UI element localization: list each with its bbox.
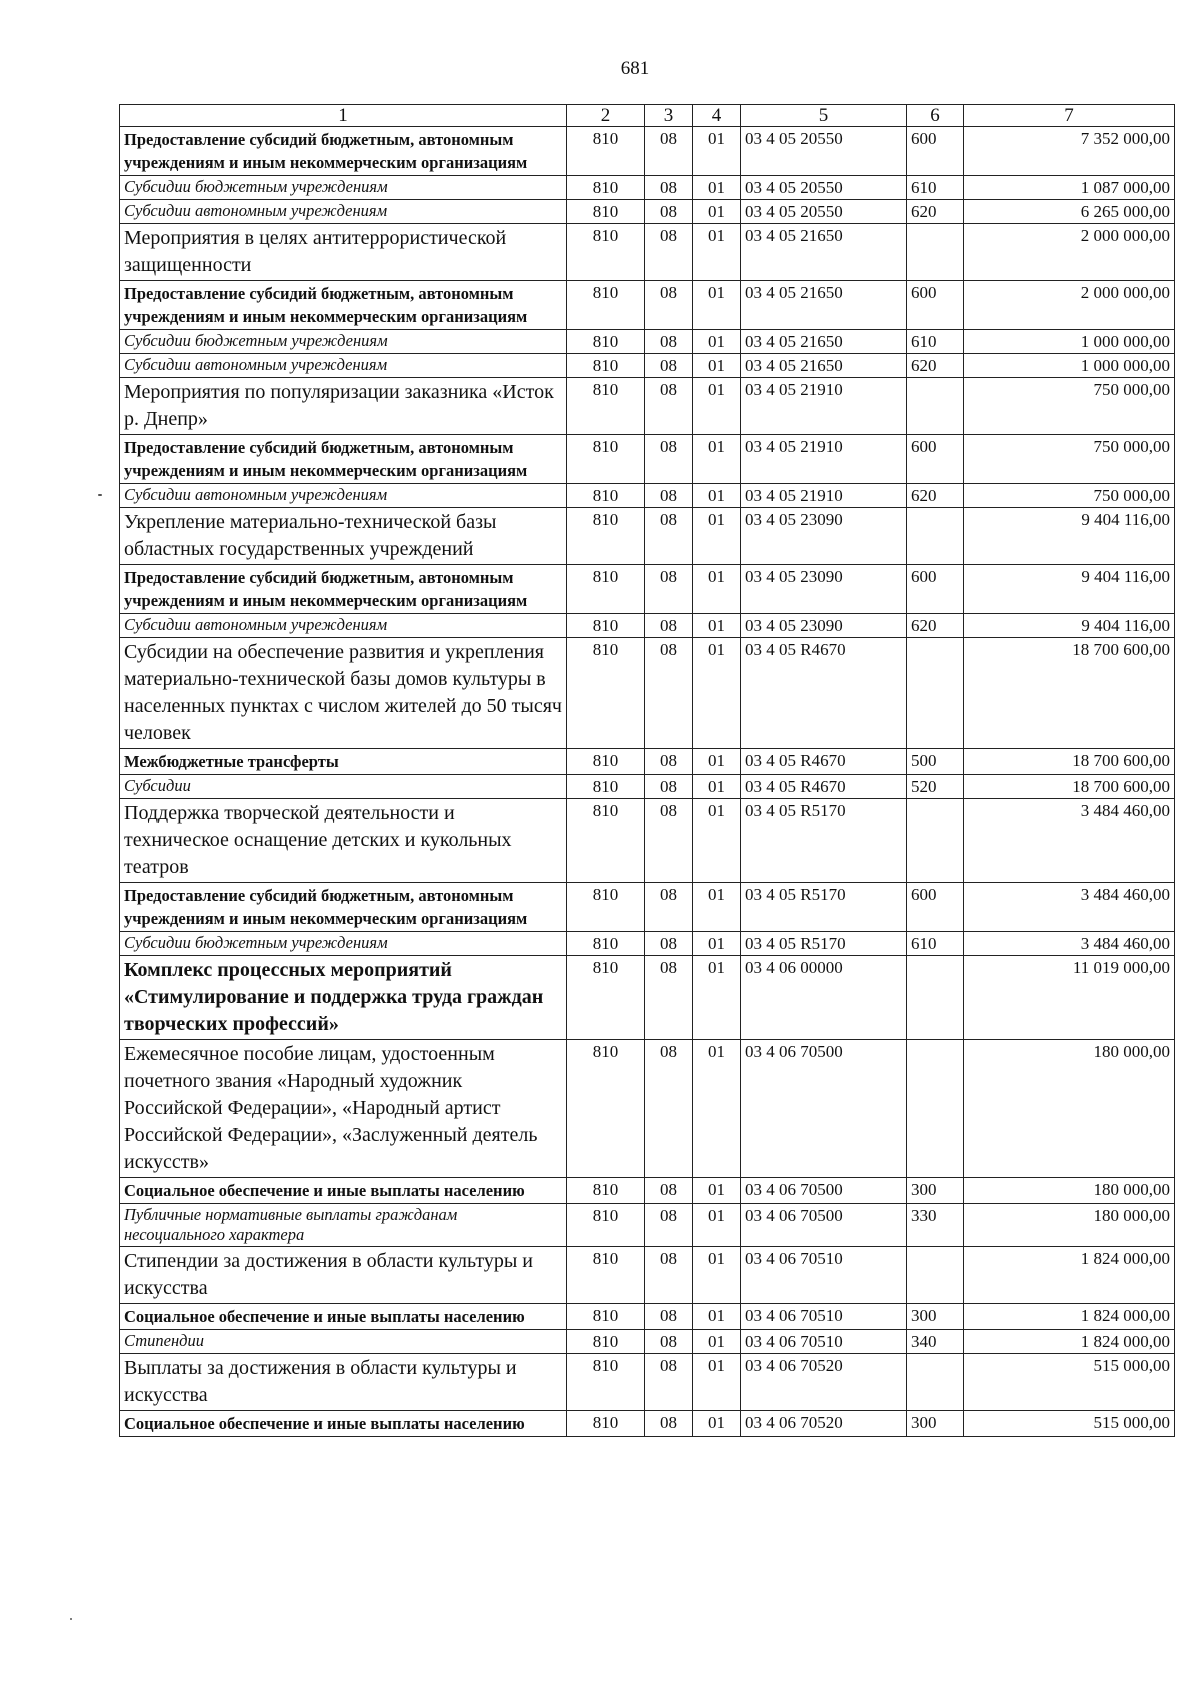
table-row: [120, 799, 1175, 883]
cell-name: Ежемесячное пособие лицам, удостоенным почетного звания «Народный художник Российской Федерации», «Народный артист Российской Федерации», «Заслуженный деятель искусств»: [120, 1040, 567, 1178]
cell-amount: 750 000,00: [964, 435, 1175, 484]
table-row: [120, 224, 1175, 281]
table-row: [120, 200, 1175, 224]
table-row: [120, 378, 1175, 435]
cell-target-article: 03 4 05 23090: [741, 614, 907, 638]
cell-subsection: 01: [693, 508, 741, 565]
cell-target-article: 03 4 05 21650: [741, 354, 907, 378]
cell-section: 08: [645, 508, 693, 565]
cell-subsection: 01: [693, 749, 741, 775]
cell-gr-code: 810: [567, 127, 645, 176]
table-row: [120, 354, 1175, 378]
cell-expense-type: 300: [907, 1411, 964, 1437]
cell-target-article: 03 4 05 23090: [741, 565, 907, 614]
cell-amount: 18 700 600,00: [964, 775, 1175, 799]
cell-subsection: 01: [693, 1247, 741, 1304]
cell-section: 08: [645, 127, 693, 176]
cell-name: Предоставление субсидий бюджетным, автономным учреждениям и иным некоммерческим организациям: [120, 281, 567, 330]
table-row: [120, 508, 1175, 565]
cell-expense-type: 600: [907, 435, 964, 484]
cell-subsection: 01: [693, 1304, 741, 1330]
header-col-3: 3: [645, 105, 693, 127]
cell-section: 08: [645, 956, 693, 1040]
cell-gr-code: 810: [567, 435, 645, 484]
cell-expense-type: [907, 1354, 964, 1411]
cell-subsection: 01: [693, 378, 741, 435]
cell-section: 08: [645, 200, 693, 224]
cell-name: Мероприятия по популяризации заказника «Исток р. Днепр»: [120, 378, 567, 435]
cell-section: 08: [645, 354, 693, 378]
cell-expense-type: 600: [907, 127, 964, 176]
cell-target-article: 03 4 06 70510: [741, 1247, 907, 1304]
cell-name: Субсидии бюджетным учреждениям: [120, 932, 567, 956]
cell-gr-code: 810: [567, 1204, 645, 1247]
cell-name: Предоставление субсидий бюджетным, автономным учреждениям и иным некоммерческим организациям: [120, 435, 567, 484]
cell-section: 08: [645, 638, 693, 749]
table-row: [120, 1330, 1175, 1354]
cell-target-article: 03 4 06 70500: [741, 1204, 907, 1247]
cell-expense-type: 500: [907, 749, 964, 775]
cell-amount: 18 700 600,00: [964, 638, 1175, 749]
cell-expense-type: [907, 1247, 964, 1304]
cell-name: Межбюджетные трансферты: [120, 749, 567, 775]
cell-section: 08: [645, 330, 693, 354]
cell-subsection: 01: [693, 883, 741, 932]
cell-section: 08: [645, 224, 693, 281]
table-row: [120, 176, 1175, 200]
cell-expense-type: [907, 224, 964, 281]
cell-name: Предоставление субсидий бюджетным, автономным учреждениям и иным некоммерческим организациям: [120, 127, 567, 176]
cell-target-article: 03 4 05 21910: [741, 435, 907, 484]
cell-subsection: 01: [693, 127, 741, 176]
cell-amount: 3 484 460,00: [964, 883, 1175, 932]
cell-subsection: 01: [693, 354, 741, 378]
cell-amount: 180 000,00: [964, 1040, 1175, 1178]
cell-section: 08: [645, 1411, 693, 1437]
page-number: 681: [620, 58, 650, 79]
cell-gr-code: 810: [567, 883, 645, 932]
cell-subsection: 01: [693, 1204, 741, 1247]
cell-name: Субсидии автономным учреждениям: [120, 484, 567, 508]
table-row: [120, 1304, 1175, 1330]
cell-subsection: 01: [693, 435, 741, 484]
cell-gr-code: 810: [567, 378, 645, 435]
cell-target-article: 03 4 06 70510: [741, 1330, 907, 1354]
cell-target-article: 03 4 05 R5170: [741, 932, 907, 956]
cell-name: Субсидии: [120, 775, 567, 799]
table-row: [120, 127, 1175, 176]
cell-expense-type: 610: [907, 330, 964, 354]
cell-subsection: 01: [693, 932, 741, 956]
cell-amount: 750 000,00: [964, 484, 1175, 508]
cell-expense-type: [907, 799, 964, 883]
cell-name: Выплаты за достижения в области культуры и искусства: [120, 1354, 567, 1411]
cell-amount: 2 000 000,00: [964, 281, 1175, 330]
cell-target-article: 03 4 05 21650: [741, 281, 907, 330]
table-row: [120, 484, 1175, 508]
cell-amount: 9 404 116,00: [964, 614, 1175, 638]
cell-expense-type: 300: [907, 1304, 964, 1330]
cell-section: 08: [645, 1178, 693, 1204]
cell-expense-type: [907, 638, 964, 749]
cell-target-article: 03 4 05 R4670: [741, 749, 907, 775]
cell-name: Социальное обеспечение и иные выплаты населению: [120, 1304, 567, 1330]
table-row: [120, 775, 1175, 799]
cell-name: Стипендии за достижения в области культуры и искусства: [120, 1247, 567, 1304]
cell-name: Комплекс процессных мероприятий «Стимулирование и поддержка труда граждан творческих профессий»: [120, 956, 567, 1040]
cell-gr-code: 810: [567, 330, 645, 354]
cell-subsection: 01: [693, 484, 741, 508]
cell-gr-code: 810: [567, 1178, 645, 1204]
cell-target-article: 03 4 05 21910: [741, 484, 907, 508]
cell-section: 08: [645, 799, 693, 883]
cell-gr-code: 810: [567, 1354, 645, 1411]
cell-section: 08: [645, 1330, 693, 1354]
cell-subsection: 01: [693, 775, 741, 799]
cell-gr-code: 810: [567, 614, 645, 638]
cell-amount: 3 484 460,00: [964, 799, 1175, 883]
cell-expense-type: [907, 508, 964, 565]
cell-gr-code: 810: [567, 956, 645, 1040]
cell-subsection: 01: [693, 200, 741, 224]
cell-name: Мероприятия в целях антитеррористической защищенности: [120, 224, 567, 281]
cell-expense-type: 620: [907, 484, 964, 508]
cell-section: 08: [645, 484, 693, 508]
cell-expense-type: 610: [907, 176, 964, 200]
header-col-2: 2: [567, 105, 645, 127]
cell-section: 08: [645, 614, 693, 638]
cell-name: Публичные нормативные выплаты гражданам несоциального характера: [120, 1204, 567, 1247]
cell-target-article: 03 4 06 70500: [741, 1178, 907, 1204]
cell-subsection: 01: [693, 330, 741, 354]
cell-section: 08: [645, 883, 693, 932]
cell-subsection: 01: [693, 614, 741, 638]
cell-expense-type: [907, 378, 964, 435]
cell-amount: 1 824 000,00: [964, 1247, 1175, 1304]
cell-amount: 7 352 000,00: [964, 127, 1175, 176]
cell-expense-type: 620: [907, 200, 964, 224]
cell-expense-type: 300: [907, 1178, 964, 1204]
cell-gr-code: 810: [567, 1040, 645, 1178]
table-row: [120, 435, 1175, 484]
table-row: [120, 330, 1175, 354]
cell-amount: 750 000,00: [964, 378, 1175, 435]
cell-amount: 1 087 000,00: [964, 176, 1175, 200]
cell-section: 08: [645, 932, 693, 956]
cell-name: Стипендии: [120, 1330, 567, 1354]
cell-gr-code: 810: [567, 200, 645, 224]
cell-target-article: 03 4 05 R4670: [741, 638, 907, 749]
cell-amount: 180 000,00: [964, 1178, 1175, 1204]
cell-name: Укрепление материально-технической базы областных государственных учреждений: [120, 508, 567, 565]
cell-section: 08: [645, 378, 693, 435]
table-row: [120, 932, 1175, 956]
cell-expense-type: 330: [907, 1204, 964, 1247]
table-header: [120, 105, 1175, 127]
cell-name: Предоставление субсидий бюджетным, автономным учреждениям и иным некоммерческим организациям: [120, 883, 567, 932]
cell-amount: 6 265 000,00: [964, 200, 1175, 224]
cell-amount: 18 700 600,00: [964, 749, 1175, 775]
cell-subsection: 01: [693, 1330, 741, 1354]
cell-gr-code: 810: [567, 775, 645, 799]
table-body: [120, 127, 1175, 1437]
cell-amount: 515 000,00: [964, 1354, 1175, 1411]
cell-section: 08: [645, 749, 693, 775]
cell-expense-type: 600: [907, 565, 964, 614]
cell-gr-code: 810: [567, 484, 645, 508]
cell-target-article: 03 4 06 70500: [741, 1040, 907, 1178]
cell-subsection: 01: [693, 176, 741, 200]
cell-name: Поддержка творческой деятельности и техническое оснащение детских и кукольных театров: [120, 799, 567, 883]
cell-section: 08: [645, 1204, 693, 1247]
cell-expense-type: 620: [907, 614, 964, 638]
cell-amount: 3 484 460,00: [964, 932, 1175, 956]
cell-gr-code: 810: [567, 799, 645, 883]
table-row: [120, 1411, 1175, 1437]
cell-target-article: 03 4 05 R4670: [741, 775, 907, 799]
cell-amount: 515 000,00: [964, 1411, 1175, 1437]
cell-name: Субсидии бюджетным учреждениям: [120, 176, 567, 200]
cell-name: Социальное обеспечение и иные выплаты населению: [120, 1411, 567, 1437]
cell-target-article: 03 4 05 21910: [741, 378, 907, 435]
table-row: [120, 1204, 1175, 1247]
table-row: [120, 1178, 1175, 1204]
cell-section: 08: [645, 176, 693, 200]
table-row: [120, 956, 1175, 1040]
cell-expense-type: [907, 956, 964, 1040]
cell-gr-code: 810: [567, 354, 645, 378]
cell-amount: 1 000 000,00: [964, 354, 1175, 378]
table-row: [120, 749, 1175, 775]
cell-name: Социальное обеспечение и иные выплаты населению: [120, 1178, 567, 1204]
cell-target-article: 03 4 06 70510: [741, 1304, 907, 1330]
cell-amount: 1 824 000,00: [964, 1304, 1175, 1330]
cell-gr-code: 810: [567, 1304, 645, 1330]
cell-target-article: 03 4 05 R5170: [741, 883, 907, 932]
cell-subsection: 01: [693, 638, 741, 749]
cell-subsection: 01: [693, 565, 741, 614]
header-col-6: 6: [907, 105, 964, 127]
cell-expense-type: 600: [907, 883, 964, 932]
cell-gr-code: 810: [567, 565, 645, 614]
cell-gr-code: 810: [567, 1411, 645, 1437]
cell-target-article: 03 4 05 20550: [741, 200, 907, 224]
table-row: [120, 1040, 1175, 1178]
cell-name: Субсидии бюджетным учреждениям: [120, 330, 567, 354]
cell-target-article: 03 4 05 21650: [741, 224, 907, 281]
header-col-5: 5: [741, 105, 907, 127]
cell-expense-type: 520: [907, 775, 964, 799]
cell-gr-code: 810: [567, 508, 645, 565]
cell-gr-code: 810: [567, 749, 645, 775]
cell-section: 08: [645, 565, 693, 614]
cell-name: Предоставление субсидий бюджетным, автономным учреждениям и иным некоммерческим организациям: [120, 565, 567, 614]
cell-target-article: 03 4 05 20550: [741, 127, 907, 176]
cell-subsection: 01: [693, 281, 741, 330]
cell-expense-type: 600: [907, 281, 964, 330]
cell-subsection: 01: [693, 799, 741, 883]
cell-amount: 1 824 000,00: [964, 1330, 1175, 1354]
cell-target-article: 03 4 05 23090: [741, 508, 907, 565]
cell-section: 08: [645, 1040, 693, 1178]
cell-section: 08: [645, 281, 693, 330]
cell-subsection: 01: [693, 224, 741, 281]
table-row: [120, 1247, 1175, 1304]
cell-target-article: 03 4 06 70520: [741, 1411, 907, 1437]
cell-section: 08: [645, 775, 693, 799]
cell-gr-code: 810: [567, 1247, 645, 1304]
cell-amount: 11 019 000,00: [964, 956, 1175, 1040]
cell-expense-type: 610: [907, 932, 964, 956]
table-row: [120, 281, 1175, 330]
cell-expense-type: 340: [907, 1330, 964, 1354]
cell-gr-code: 810: [567, 224, 645, 281]
table-row: [120, 614, 1175, 638]
header-col-1: 1: [120, 105, 567, 127]
cell-amount: 1 000 000,00: [964, 330, 1175, 354]
header-col-7: 7: [964, 105, 1175, 127]
cell-expense-type: [907, 1040, 964, 1178]
cell-section: 08: [645, 1247, 693, 1304]
header-row: [120, 105, 1175, 127]
header-col-4: 4: [693, 105, 741, 127]
table-row: [120, 638, 1175, 749]
cell-section: 08: [645, 1304, 693, 1330]
cell-subsection: 01: [693, 956, 741, 1040]
cell-section: 08: [645, 1354, 693, 1411]
cell-name: Субсидии автономным учреждениям: [120, 354, 567, 378]
cell-target-article: 03 4 05 21650: [741, 330, 907, 354]
cell-subsection: 01: [693, 1354, 741, 1411]
cell-amount: 9 404 116,00: [964, 565, 1175, 614]
cell-subsection: 01: [693, 1411, 741, 1437]
cell-expense-type: 620: [907, 354, 964, 378]
scan-speck: [98, 494, 102, 496]
cell-target-article: 03 4 06 70520: [741, 1354, 907, 1411]
budget-table: [119, 104, 1175, 1437]
cell-target-article: 03 4 06 00000: [741, 956, 907, 1040]
table-row: [120, 1354, 1175, 1411]
cell-subsection: 01: [693, 1040, 741, 1178]
cell-gr-code: 810: [567, 281, 645, 330]
cell-name: Субсидии автономным учреждениям: [120, 200, 567, 224]
cell-target-article: 03 4 05 R5170: [741, 799, 907, 883]
cell-gr-code: 810: [567, 638, 645, 749]
cell-target-article: 03 4 05 20550: [741, 176, 907, 200]
cell-gr-code: 810: [567, 1330, 645, 1354]
cell-amount: 180 000,00: [964, 1204, 1175, 1247]
cell-gr-code: 810: [567, 176, 645, 200]
cell-name: Субсидии на обеспечение развития и укрепления материально-технической базы домов культуры в населенных пунктах с числом жителей до 50 тысяч человек: [120, 638, 567, 749]
cell-section: 08: [645, 435, 693, 484]
table-row: [120, 565, 1175, 614]
cell-gr-code: 810: [567, 932, 645, 956]
cell-name: Субсидии автономным учреждениям: [120, 614, 567, 638]
cell-amount: 9 404 116,00: [964, 508, 1175, 565]
cell-subsection: 01: [693, 1178, 741, 1204]
table-row: [120, 883, 1175, 932]
cell-amount: 2 000 000,00: [964, 224, 1175, 281]
scan-speck: [70, 1618, 72, 1620]
